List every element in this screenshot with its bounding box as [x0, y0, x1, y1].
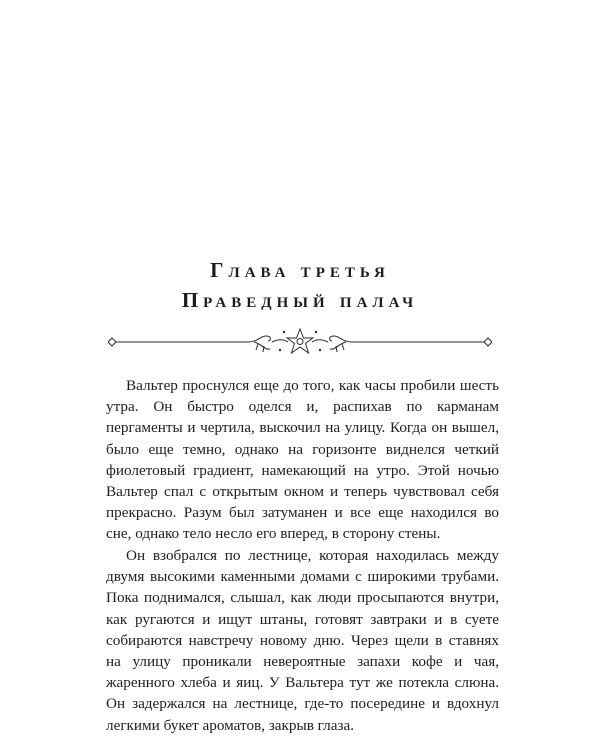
ornament-divider-icon [108, 320, 492, 360]
paragraph-1-block [106, 375, 499, 545]
body-paragraph: Вальтер проснулся еще до того, как часы пробили шесть утра. Он быстро оделся и, распихав по карманам пергаменты и чертила, выскочил на улицу. Когда он вышел, было еще темно, однако на горизонте виднелся четкий фиолетовый градиент, намекающий на утро. Этой ночью Вальтер спал с открытым окном и теперь чувствовал себя прекрасно. Разум был затуманен и все еще находился во сне, однако тело несло его вперед, в сторону стены. [106, 377, 499, 543]
paragraph-2-block [106, 545, 499, 736]
chapter-number-heading: Глава третья [210, 258, 390, 282]
body-paragraph: Он взобрался по лестнице, которая находилась между двумя высокими каменными домами с широкими трубами. Пока поднимался, слышал, как люди просыпаются внутри, как ругаются и ищут штаны, готовят завтраки и в суете собираются навстречу новому дню. Через щели в ставнях на улицу проникали невероятные запахи кофе и чая, жаренного хлеба и яиц. У Вальтера тут же потекла слюна. Он задержался на лестнице, где-то посередине и вдохнул легкими букет ароматов, закрыв глаза. [106, 547, 499, 734]
chapter-title-heading: Праведный палач [181, 288, 419, 312]
